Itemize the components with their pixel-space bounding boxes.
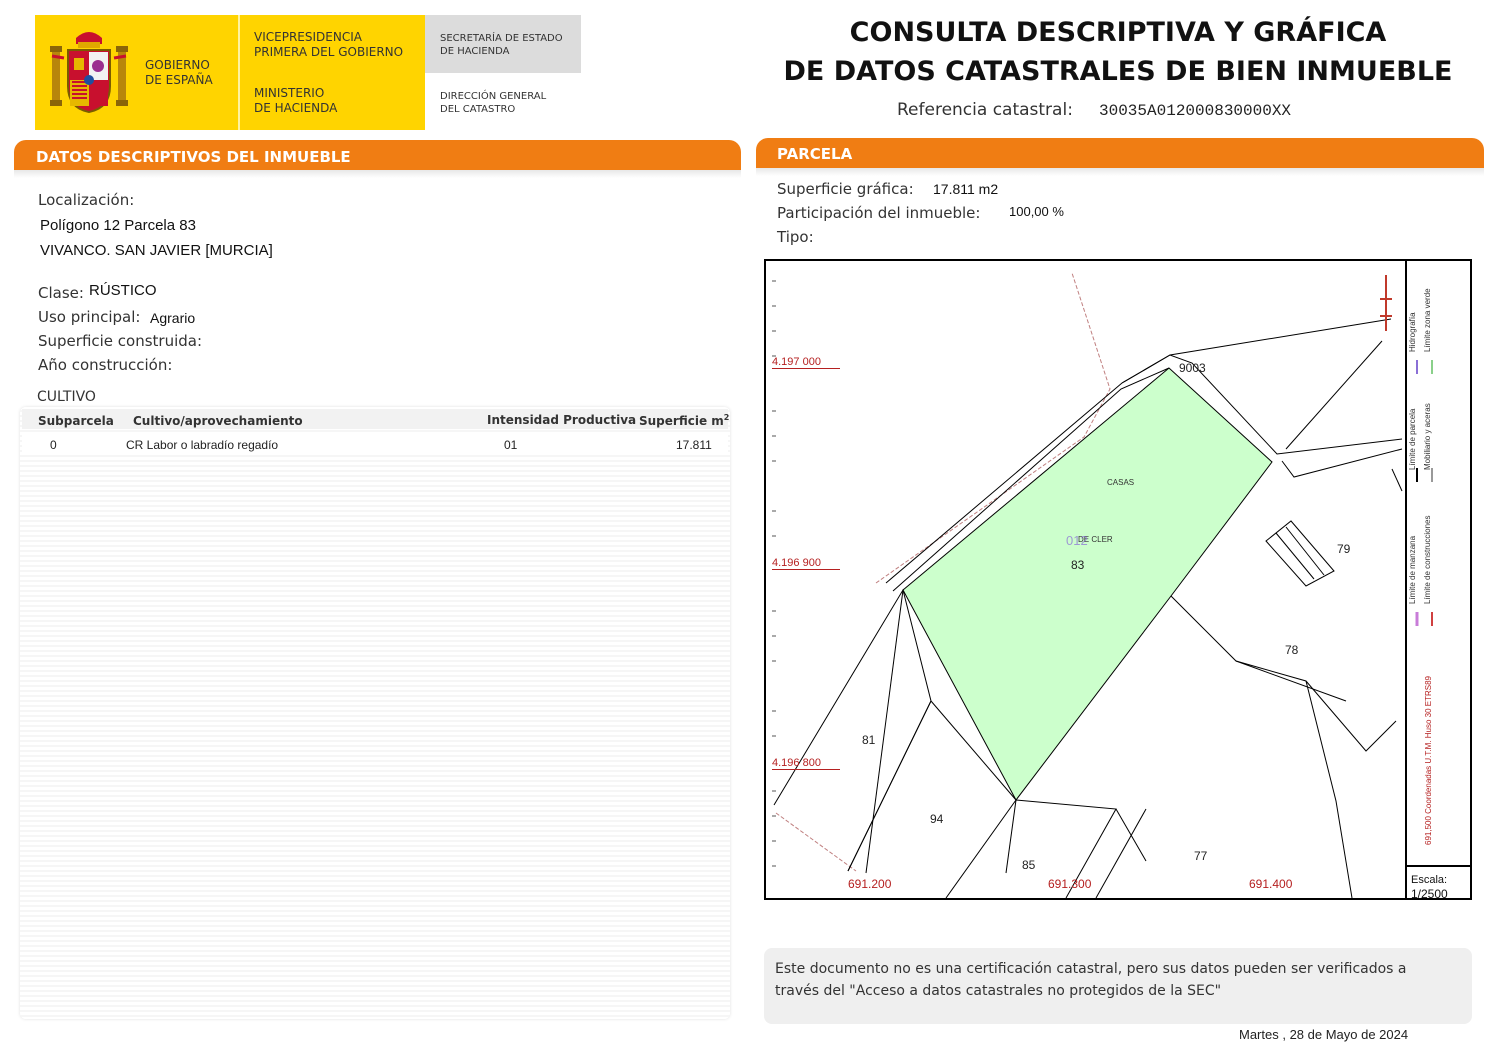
coord-y-1: 4.197 000: [772, 356, 840, 369]
disclaimer-box: [764, 948, 1472, 1024]
logo-divider: [238, 15, 240, 130]
document-title-line1: CONSULTA DESCRIPTIVA Y GRÁFICA: [849, 17, 1387, 48]
footer-date: Martes , 28 de Mayo de 2024: [1239, 1027, 1409, 1042]
coord-y-2: 4.196 900: [772, 557, 840, 570]
legend-hidrografia: Hidrografía: [1408, 312, 1417, 352]
cell-intensidad: 01: [504, 438, 518, 452]
parcel-label-77: 77: [1194, 849, 1208, 863]
coord-y-3: 4.196 800: [772, 757, 840, 770]
location-line2: VIVANCO. SAN JAVIER [MURCIA]: [40, 242, 273, 259]
coord-x-2: 691.300: [1048, 877, 1092, 891]
parcel-label-79: 79: [1337, 542, 1351, 556]
coord-x-3: 691.400: [1249, 877, 1293, 891]
parcel-label-85: 85: [1022, 858, 1036, 872]
location-label: Localización:: [38, 191, 135, 209]
coat-of-arms-icon: [48, 28, 130, 114]
participacion-label: Participación del inmueble:: [777, 204, 981, 222]
legend-mobiliario: Mobiliario y aceras: [1423, 403, 1432, 470]
document-title-line2: DE DATOS CATASTRALES DE BIEN INMUEBLE: [783, 56, 1453, 87]
logo-ministerio: MINISTERIO DE HACIENDA: [254, 86, 338, 115]
map-text-casas: CASAS: [1107, 478, 1135, 487]
descriptive-section-title: DATOS DESCRIPTIVOS DEL INMUEBLE: [36, 148, 351, 166]
cultivo-table: [20, 407, 730, 1019]
cell-subparcela: 0: [50, 438, 57, 452]
parcela-section-title: PARCELA: [777, 145, 853, 163]
logo-direccion: DIRECCIÓN GENERAL DEL CATASTRO: [440, 91, 547, 115]
parcela-section-bar: [756, 138, 1484, 168]
cultivo-title: CULTIVO: [37, 389, 96, 405]
logo-gobierno: GOBIERNO DE ESPAÑA: [145, 58, 213, 87]
logo-secretaria: SECRETARÍA DE ESTADO DE HACIENDA: [440, 33, 563, 57]
parcel-label-9003: 9003: [1179, 361, 1206, 375]
map-text-012: 012: [1066, 533, 1088, 548]
superficie-construida-label: Superficie construida:: [38, 332, 203, 350]
ref-value: 30035A012000830000XX: [1099, 102, 1292, 120]
logo-vicepresidencia: VICEPRESIDENCIA PRIMERA DEL GOBIERNO: [254, 30, 404, 59]
descriptive-section-bar: [14, 140, 741, 170]
bar-shadow: [14, 170, 741, 178]
legend-limite-construcciones: Límite de construcciones: [1423, 515, 1432, 604]
cell-cultivo: CR Labor o labradío regadío: [126, 438, 279, 452]
parcel-label-94: 94: [930, 812, 944, 826]
map-text-decler: DE CLER: [1078, 535, 1113, 544]
scale-label: Escala:: [1411, 874, 1448, 886]
parcel-label-83: 83: [1071, 558, 1085, 572]
uso-value: Agrario: [150, 310, 196, 326]
th-cultivo: Cultivo/aprovechamiento: [133, 414, 303, 428]
parcel-label-81: 81: [862, 733, 876, 747]
map-drawing: [766, 261, 1470, 898]
coord-x-1: 691.200: [848, 877, 892, 891]
th-intensidad: Intensidad Productiva: [487, 413, 637, 427]
parcel-83-area: [903, 368, 1272, 800]
legend-limite-manzana: Límite de manzana: [1408, 535, 1417, 604]
th-subparcela: Subparcela: [38, 414, 114, 428]
superficie-grafica-label: Superficie gráfica:: [777, 180, 914, 198]
th-superficie: Superficie $m^2$: [639, 413, 730, 428]
north-arrow-icon: [1380, 275, 1392, 331]
disclaimer-line1: Este documento no es una certificación catastral, pero sus datos pueden ser verificados a: [775, 961, 1407, 977]
legend-zona-verde: Límite zona verde: [1423, 288, 1432, 352]
legend-coords-note: 691,500 Coordenadas U.T.M. Huso 30 ETRS89: [1424, 676, 1433, 845]
parcel-label-78: 78: [1285, 643, 1299, 657]
table-row: [22, 434, 728, 454]
cell-superficie: 17.811: [676, 438, 712, 452]
anio-construccion-label: Año construcción:: [38, 356, 173, 374]
location-line1: Polígono 12 Parcela 83: [40, 217, 196, 234]
scale-value: 1/2500: [1411, 887, 1448, 901]
legend-limite-parcela: Límite de parcela: [1408, 408, 1417, 470]
ref-label: Referencia catastral:: [897, 100, 1073, 120]
disclaimer-line2: través del "Acceso a datos catastrales no protegidos de la SEC": [775, 983, 1222, 999]
clase-label: Clase:: [38, 284, 84, 302]
superficie-grafica-value: 17.811 m2: [933, 181, 999, 197]
participacion-value: 100,00 %: [1009, 204, 1064, 219]
tipo-label: Tipo:: [777, 228, 814, 246]
uso-label: Uso principal:: [38, 308, 141, 326]
clase-value: RÚSTICO: [89, 282, 157, 299]
bar-shadow: [756, 168, 1484, 176]
